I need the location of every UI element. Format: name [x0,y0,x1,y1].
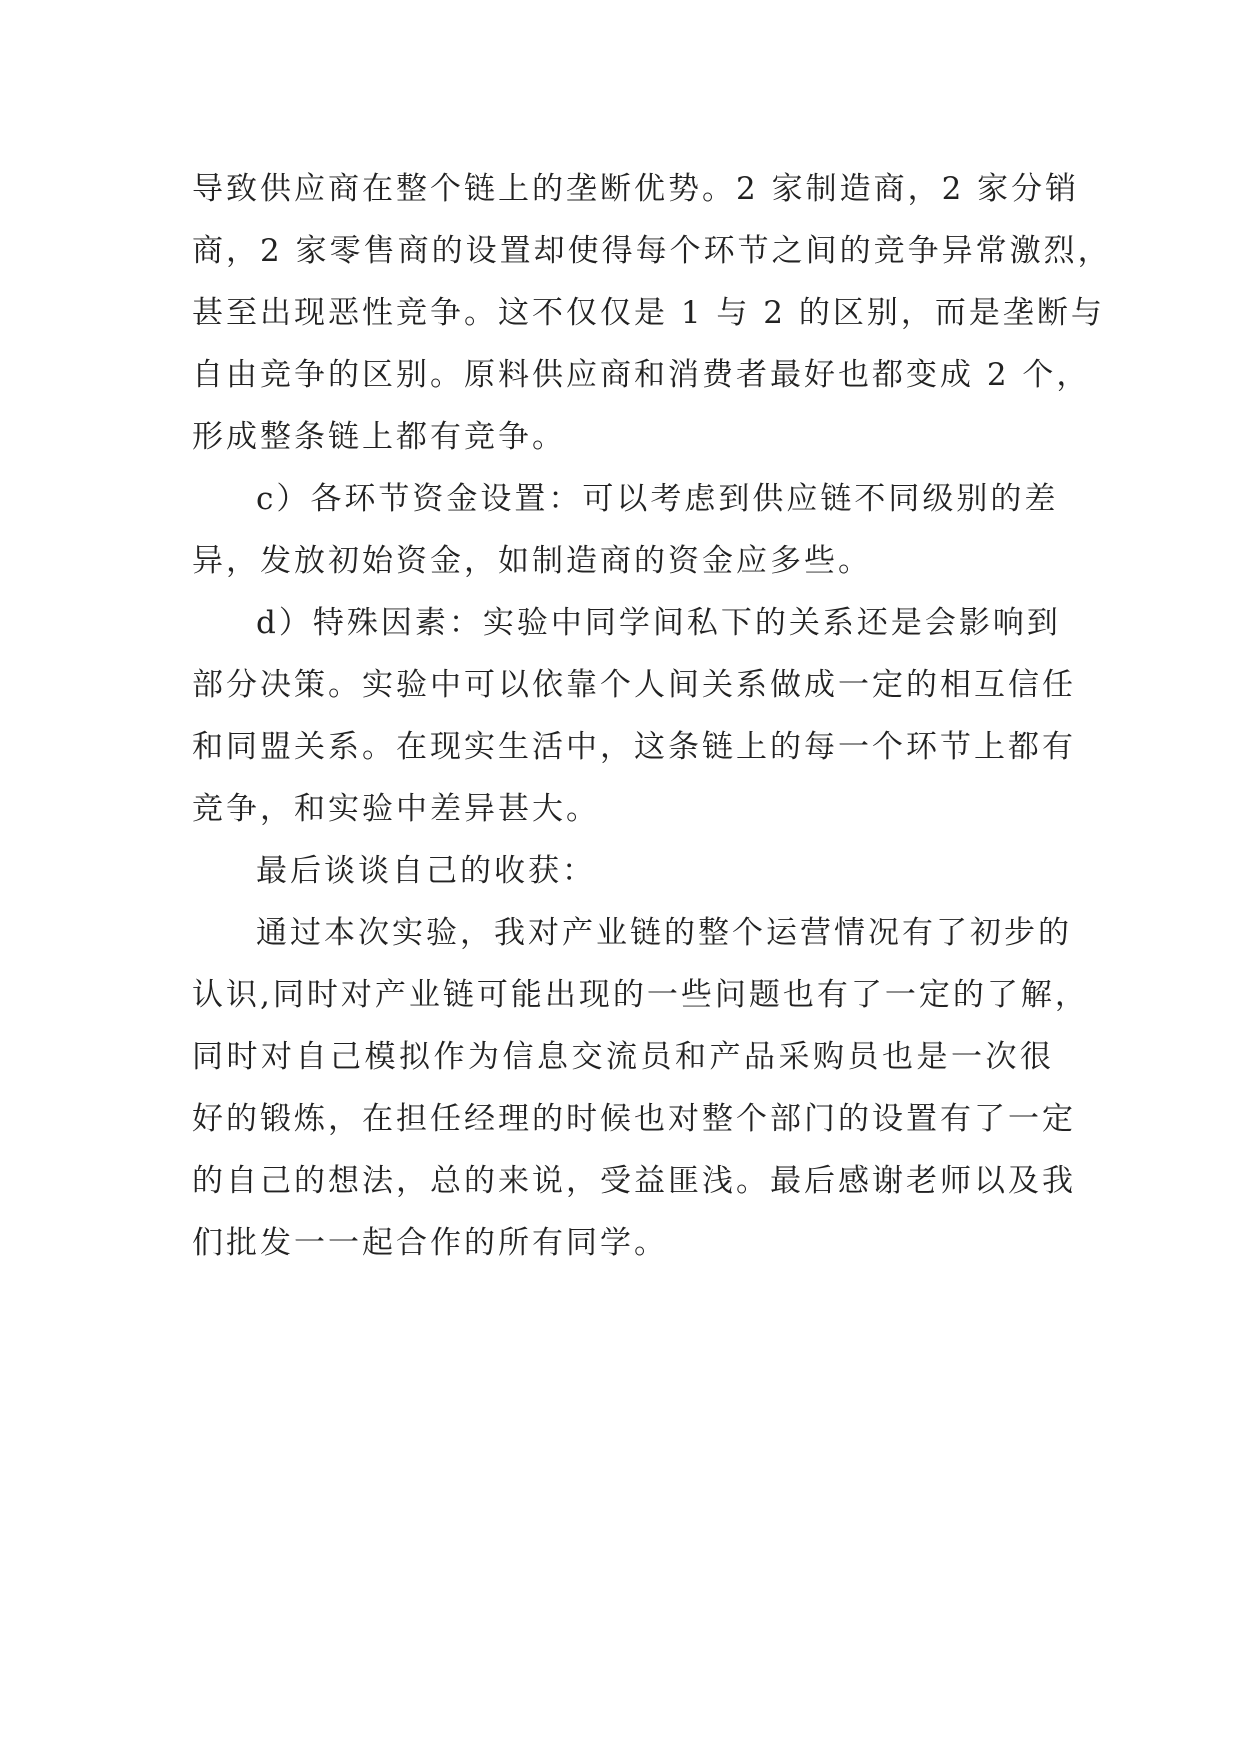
text-line: 认识,同时对产业链可能出现的一些问题也有了一定的了解， [192,977,1089,1013]
text-line: 们批发一一起合作的所有同学。 [192,1225,668,1261]
text-line: 甚至出现恶性竞争。这不仅仅是 1 与 2 的区别，而是垄断与 [192,295,1105,331]
text-line: c）各环节资金设置：可以考虑到供应链不同级别的差 [256,481,1059,517]
text-line: 通过本次实验，我对产业链的整个运营情况有了初步的 [256,915,1072,951]
text-line: 和同盟关系。在现实生活中，这条链上的每一个环节上都有 [192,729,1076,765]
text-line: d）特殊因素：实验中同学间私下的关系还是会影响到 [256,605,1061,641]
text-line: 竞争，和实验中差异甚大。 [192,791,600,827]
text-line: 自由竞争的区别。原料供应商和消费者最好也都变成 2 个， [192,357,1091,393]
text-line: 导致供应商在整个链上的垄断优势。2 家制造商，2 家分销 [192,171,1080,207]
text-line: 异，发放初始资金，如制造商的资金应多些。 [192,543,872,579]
text-line: 的自己的想法，总的来说，受益匪浅。最后感谢老师以及我 [192,1163,1076,1199]
text-line: 形成整条链上都有竞争。 [192,419,566,455]
text-line: 好的锻炼，在担任经理的时候也对整个部门的设置有了一定 [192,1101,1076,1137]
text-line: 最后谈谈自己的收获： [256,853,596,889]
text-line: 同时对自己模拟作为信息交流员和产品采购员也是一次很 [192,1039,1054,1075]
body-text [192,158,1112,1274]
text-line: 部分决策。实验中可以依靠个人间关系做成一定的相互信任 [192,667,1076,703]
text-line: 商，2 家零售商的设置却使得每个环节之间的竞争异常激烈， [192,233,1112,269]
